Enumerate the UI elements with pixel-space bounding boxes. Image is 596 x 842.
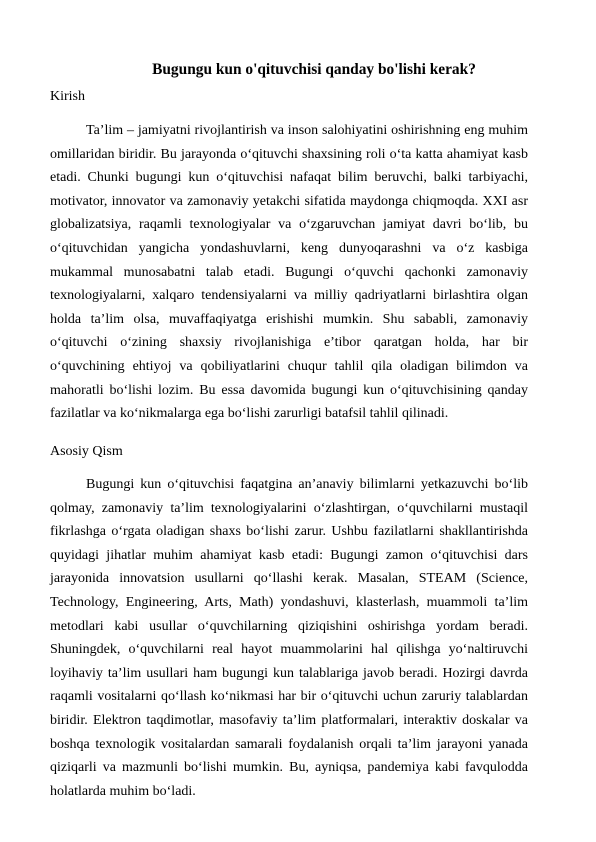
section-heading-main: Asosiy Qism	[50, 444, 123, 459]
document-title: Bugungu kun o'qituvchisi qanday bo'lishi kerak?	[152, 61, 476, 78]
section-paragraph-intro: Ta’lim – jamiyatni rivojlantirish va inson salohiyatini oshirishning eng muhim omillaridan biridir. Bu jarayonda o‘qituvchi shaxsining roli o‘ta katta ahamiyat kasb etadi. Chunki bugungi kun o‘qituvchisi nafaqat bilim beruvchi, balki tarbiyachi, motivator, innovator va zamonaviy yetakchi sifatida maydonga chiqmoqda. XXI asr globalizatsiya, raqamli texnologiyalar va o‘zgaruvchan jamiyat davri bo‘lib, bu o‘qituvchidan yangicha yondashuvlarni, keng dunyoqarashni va o‘z kasbiga mukammal munosabatni talab etadi. Bugungi o‘quvchi qachonki zamonaviy texnologiyalarni, xalqaro tendensiyalarni va milliy qadriyatlarni birlashtira olgan holda ta’lim olsa, muvaffaqiyatga erishishi mumkin. Shu sababli, zamonaviy o‘qituvchi o‘zining shaxsiy rivojlanishiga e’tibor qaratgan holda, har bir o‘quvchining ehtiyoj va qobiliyatlarini chuqur tahlil qila oladigan bilimdon va mahoratli bo‘lishi lozim. Bu essa davomida bugungi kun o‘qituvchisining qanday fazilatlar va ko‘nikmalarga ega bo‘lishi zarurligi batafsil tahlil qilinadi.	[50, 123, 528, 422]
section-heading-intro: Kirish	[50, 89, 85, 104]
section-paragraph-main: Bugungi kun o‘qituvchisi faqatgina an’anaviy bilimlarni yetkazuvchi bo‘lib qolmay, zamonaviy ta’lim texnologiyalarini o‘zlashtirgan, o‘quvchilarni mustaqil fikrlashga o‘rgata oladigan shaxs bo‘lishi zarur. Ushbu fazilatlarni shakllantirishda quyidagi jihatlar muhim ahamiyat kasb etadi: Bugungi zamon o‘qituvchisi dars jarayonida innovatsion usullarni qo‘llashi kerak. Masalan, STEAM (Science, Technology, Engineering, Arts, Math) yondashuvi, klasterlash, muammoli ta’lim metodlari kabi usullar o‘quvchilarning qiziqishini oshirishga yordam beradi. Shuningdek, o‘quvchilarni real hayot muammolarini hal qilishga yo‘naltiruvchi loyihaviy ta’lim usullari ham bugungi kun talablariga javob beradi. Hozirgi davrda raqamli vositalarni qo‘llash ko‘nikmasi har bir o‘qituvchi uchun zaruriy talablardan biridir. Elektron taqdimotlar, masofaviy ta’lim platformalari, interaktiv doskalar va boshqa texnologik vositalardan samarali foydalanish orqali ta’lim jarayoni yanada qiziqarli va mazmunli bo‘lishi mumkin. Bu, ayniqsa, pandemiya kabi favqulodda holatlarda muhim bo‘ladi.	[50, 477, 528, 799]
